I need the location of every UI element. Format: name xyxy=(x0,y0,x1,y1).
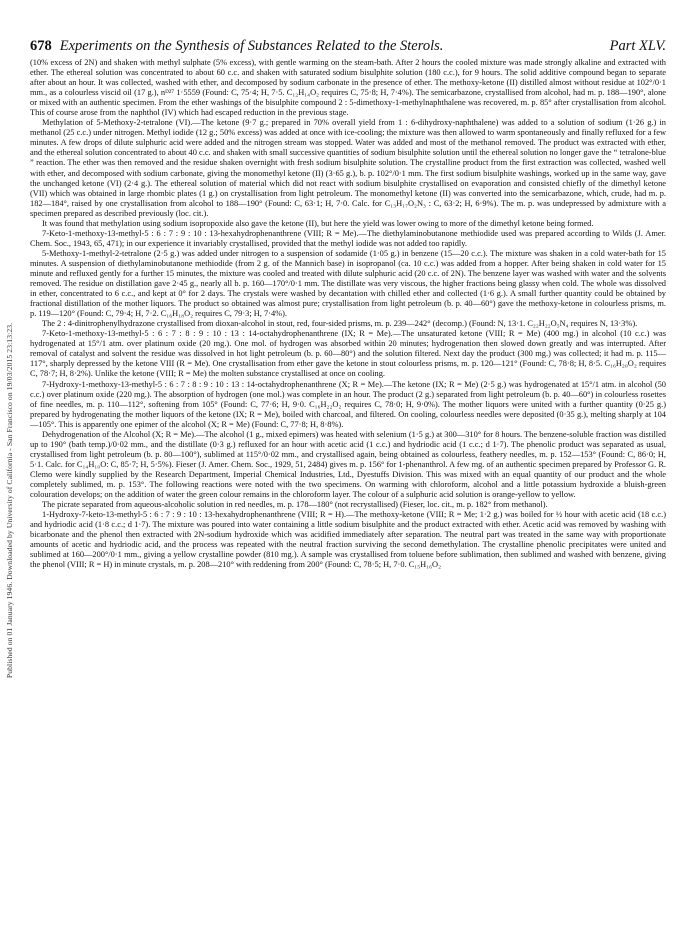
paragraph: 5-Methoxy-1-methyl-2-tetralone (2·5 g.) was added under nitrogen to a suspension of sodamide (1·05 g.) in benzene (15—20 c.c.). The mixture was shaken in a cold water-bath for 15 minutes. A suspension of diethylaminobutanone methiodide (from 2 g. of the Mannich base) in isopropanol (ca. 10 c.c.) was added from a hopper. After being shaken in cold water for 15 minute and refluxed gently for a further 15 minutes, the mixture was cooled and treated with dilute sulphuric acid (20 c.c. of 2N). The benzene layer was washed with water and the solvents removed. The residue on distillation gave 2·45 g., nearly all b. p. 160—170°/0·1 mm. The distillate was very viscous, the higher fractions being glassy when cold. The whole was dissolved in ether, concentrated to 6 c.c., and kept at 0° for 2 days. The crystals were washed by decantation with chilled ether and collected (1·6 g.). A small further quantity could be obtained by fractional distillation of the mother liquors. The product so obtained was almost pure; crystallisation from light petroleum (b. p. 40—60°) gave the methoxy-ketone in colourless prisms, m. p. 119—120° (Found: C, 79·4; H, 7·2. C₁₆H₁₈O₂ requires C, 79·3; H, 7·4%). xyxy=(30,248,666,319)
paragraph: The picrate separated from aqueous-alcoholic solution in red needles, m. p. 178—180° (not recrystallised) (Fieser, loc. cit., m. p. 182° from methanol). xyxy=(42,500,548,510)
paragraph: The 2 : 4-dinitrophenylhydrazone crystallised from dioxan-alcohol in stout, red, four-sided prisms, m. p. 239—242° (decomp.) (Found: N, 13·1. C₂₂H₂₂O₅N₄ requires N, 13·3%). xyxy=(42,319,638,329)
download-notice xyxy=(2,120,18,880)
paragraph: 7-Keto-1-methoxy-13-methyl-5 : 6 : 7 : 9 : 10 : 13-hexahydrophenanthrene (VIII; R = Me).—The diethylaminobutanone methiodide used was prepared according to Wilds (J. Amer. Chem. Soc., 1943, 65, 471); in our experience it invariably crystallised, provided that the methyl iodide was not added too rapidly. xyxy=(30,228,666,248)
download-notice-text: Published on 01 January 1946. Downloaded by University of California - San Francisco on 19/03/2015 23:13:23. xyxy=(5,322,15,678)
page-number: 678 xyxy=(30,38,52,54)
paragraph: 7-Keto-1-methoxy-13-methyl-5 : 6 : 7 : 8 : 9 : 10 : 13 : 14-octahydrophenanthrene (IX; R = Me).—The unsaturated ketone (VIII; R = Me) (400 mg.) in alcohol (10 c.c.) was hydrogenated at 15°/1 atm. over platinum oxide (20 mg.). One mol. of hydrogen was absorbed within 20 minutes; hydrogenation then slowed down greatly and was interrupted. After removal of catalyst and solvent the residue was dissolved in hot light petroleum (b. p. 60—80°) and the solution filtered. Next day the product (300 mg.) was collected; it had m. p. 115—117°, sharply depressed by the ketone VIII (R = Me). One crystallisation from ether gave the ketone in stout colourless prisms, m. p. 120—121° (Found: C, 78·8; H, 8·5. C₁₆H₂₀O₂ requires C, 78·7; H, 8·2%). Unlike the ketone (VIII; R = Me) the molten substance crystallised at once on cooling. xyxy=(30,329,666,379)
running-title: Experiments on the Synthesis of Substances Related to the Sterols. xyxy=(59,38,444,54)
paragraph: Dehydrogenation of the Alcohol (X; R = Me).—The alcohol (1 g., mixed epimers) was heated with selenium (1·5 g.) at 300—310° for 8 hours. The benzene-soluble fraction was distilled up to 190° (bath temp.)/0·02 mm., and the distillate (0·3 g.) refluxed for an hour with acetic acid (1 c.c.) and hydriodic acid (1 c.c.; d 1·7). The phenolic product was separated as usual, crystallised from light petroleum (b. p. 80—100°), sublimed at 115°/0·02 mm., and crystallised again, being obtained as colourless, feathery needles, m. p. 152—153° (Found: C, 86·0; H, 5·1. Calc. for C₁₄H₁₀O: C, 85·7; H, 5·5%). Fieser (J. Amer. Chem. Soc., 1929, 51, 2484) gives m. p. 156° for 1-phenanthrol. A few mg. of an authentic specimen prepared by Professor G. R. Clemo were kindly supplied by the Research Department, Imperial Chemical Industries, Ltd., Dyestuffs Division. This was mixed with an equal quantity of our product and the whole completely sublimed, m. p. 153°. The following reactions were noted with the two specimens. On warming with chloroform, alcohol and a little potassium hydroxide a bluish-green colouration develops; on the addition of water the green colour remains in the chloroform layer. The colour of a sulphuric acid solution is orange-yellow to yellow. xyxy=(30,429,666,500)
paragraph: It was found that methylation using sodium isopropoxide also gave the ketone (II), but here the yield was lower owing to more of the dimethyl ketone being formed. xyxy=(42,218,594,228)
part-label: Part XLV. xyxy=(609,38,666,54)
paragraph: 7-Hydroxy-1-methoxy-13-methyl-5 : 6 : 7 : 8 : 9 : 10 : 13 : 14-octahydrophenanthrene (X; R = Me).—The ketone (IX; R = Me) (2·5 g.) was hydrogenated at 15°/1 atm. in alcohol (50 c.c.) over platinum oxide (220 mg.). The absorption of hydrogen (one mol.) was complete in an hour. The product (2 g.) separated from light petroleum (b. p. 40—60°) in colourless rosettes of fine needles, m. p. 110—112°, softening from 105° (Found: C, 77·6; H, 9·0. C₁₆H₂₂O₂ requires C, 78·0; H, 9·0%). The mother liquors were united with a further quantity (0·25 g.) prepared by hydrogenating the mother liquors of the ketone (IX; R = Me), boiled with charcoal, and filtered. On cooling, colourless needles were deposited (0·35 g.), melting sharply at 104—105°. This is apparently one epimer of the alcohol (X; R = Me) (Found: C, 77·8; H, 8·8%). xyxy=(30,379,666,429)
article-body xyxy=(30,58,666,570)
running-head xyxy=(30,38,666,55)
paragraph: (10% excess of 2N) and shaken with methyl sulphate (5% excess), with gentle warming on the steam-bath. After 2 hours the cooled mixture was made strongly alkaline and extracted with ether. The ethereal solution was concentrated to about 60 c.c. and shaken with saturated sodium bisulphite solution (180 c.c.), for 9 hours. The solid additive compound began to separate after about an hour. It was collected, washed with ether, and decomposed by sodium carbonate in the presence of ether. The methoxy-ketone (II) distilled almost without residue at 102°/0·1 mm., as a colourless viscid oil (17 g.), nᴰ²⁷ 1·5559 (Found: C, 75·4; H, 7·5. C₁₂H₁₄O₂ requires C, 75·8; H, 7·4%). The semicarbazone, crystallised from alcohol, had m. p. 188—190°, alone or mixed with an authentic specimen. From the ether washings of the bisulphite compound 2 : 5-dimethoxy-1-methylnaphthalene was recovered, m. p. 85° after crystallisation from alcohol. This of course arose from the naphthol (IV) which had escaped reduction in the previous stage. xyxy=(30,58,666,118)
paragraph: 1-Hydroxy-7-keto-13-methyl-5 : 6 : 7 : 9 : 10 : 13-hexahydrophenanthrene (VIII; R = H).—The methoxy-ketone (VIII; R = Me; 1·2 g.) was boiled for ½ hour with acetic acid (18 c.c.) and hydriodic acid (1·8 c.c.; d 1·7). The mixture was poured into water containing a little sodium bisulphite and the product extracted with ether. Acetic acid was removed by washing with bicarbonate and the phenol then extracted with 2N-sodium hydroxide which was acidified immediately after separation. The neutral part was treated in the same way with proportionate amounts of acetic and hydriodic acid, and the process was repeated with the neutral fraction surviving the second demethylation. The crystalline phenolic precipitates were united and sublimed at 160—200°/0·1 mm., giving a yellow crystalline powder (810 mg.). A sample was crystallised from toluene before sublimation, then sublimed and washed with benzene, giving the phenol (VIII; R = H) in minute crystals, m. p. 208—210° with reddening from 200° (Found: C, 78·5; H, 7·0. C₁₅H₁₆O₂ xyxy=(30,510,666,570)
page-content xyxy=(30,38,666,570)
paragraph: Methylation of 5-Methoxy-2-tetralone (VI).—The ketone (9·7 g.; prepared in 70% overall yield from 1 : 6-dihydroxy-naphthalene) was added to a solution of sodium (1·26 g.) in methanol (25 c.c.) under nitrogen. Methyl iodide (12 g.; 50% excess) was added at once with ice-cooling; the mixture was then allowed to warm spontaneously and finally refluxed for a few minutes. A few drops of dilute sulphuric acid were added and the nitrogen stream was stopped. Water was added and most of the methanol removed. The product was extracted with ether, and the ethereal solution concentrated to about 40 c.c. and shaken with small successive quantities of sodium bisulphite solution until the ethereal solution no longer gave the “ tetralone-blue ” reaction. The ether was then removed and the residue shaken overnight with fresh sodium bisulphite solution. The crystalline product from the first extraction was collected, washed well with ether, and decomposed with sodium carbonate, giving the monomethyl ketone (II) (3·65 g.), b. p. 102°/0·1 mm. The first sodium bisulphite washings, worked up in the same way, gave the unchanged ketone (VI) (2·4 g.). The ethereal solution of material which did not react with sodium bisulphite crystallised on evaporation and consisted chiefly of the dimethyl ketone (VII) which was obtained in large rhombic plates (1 g.) on crystallisation from light petroleum. The monomethyl ketone (II) was converted into the semicarbazone, which, crude, had m. p. 182—184°, raised by one crystallisation from alcohol to 188—190° (Found: C, 63·1; H, 7·0. Calc. for C₁₃H₁₇O₂N₃ : C, 63·2; H, 6·9%). The m. p. was undepressed by admixture with a specimen prepared as described previously (loc. cit.). xyxy=(30,118,666,218)
